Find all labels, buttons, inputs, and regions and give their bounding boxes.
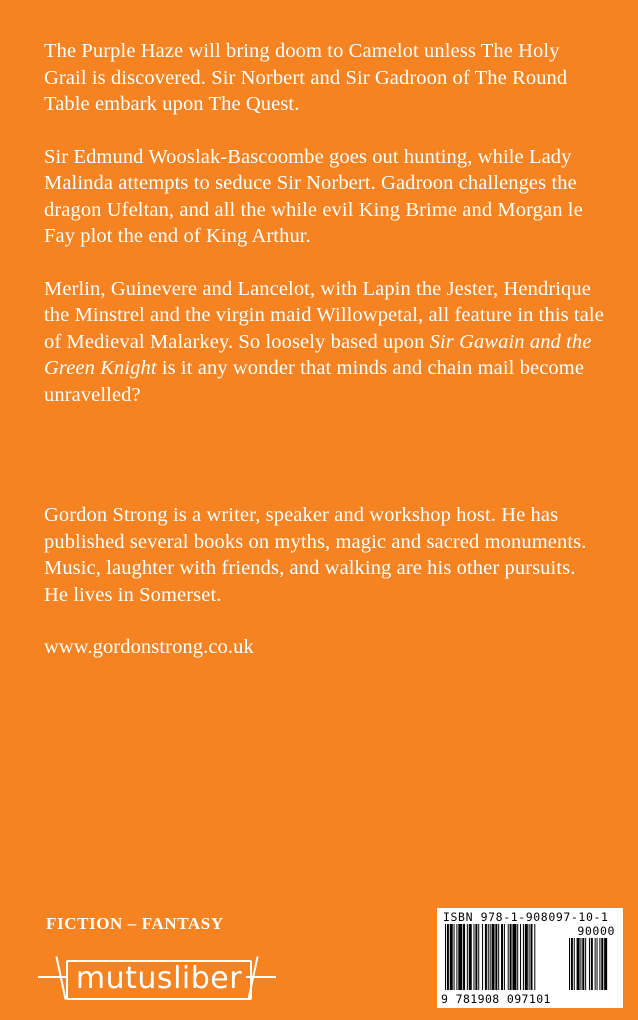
addon-bar — [595, 938, 596, 990]
blurb-paragraph-2: Sir Edmund Wooslak-Bascoombe goes out hunting, while Lady Malinda attempts to seduce Sir Norbert. Gadroon challenges the dragon Ufeltan, and all the while evil King Brime and Morgan le Fay plot the end of King Arthur. — [44, 145, 583, 247]
barcode-bar — [445, 924, 446, 990]
barcode-bar — [447, 924, 449, 990]
barcode-bar — [463, 924, 465, 990]
author-bio: Gordon Strong is a writer, speaker and workshop host. He has published several books on myths, magic and sacred monuments. Music, laughter with friends, and walking are his other pursuits. He lives in Somerset. — [44, 504, 587, 606]
barcode-bar — [475, 924, 477, 990]
barcode-bar — [534, 924, 535, 990]
blurb-paragraph-3-start: Merlin, Guinevere and Lancelot, with Lapin the Jester, Hendrique the Minstrel and the virgin maid Willowpetal, all feature in this tale of Medieval Malarkey. So loosely based upon — [44, 277, 604, 353]
barcode-bar — [508, 924, 509, 990]
barcode-bar — [529, 924, 530, 990]
price-addon: 90000 — [577, 924, 615, 938]
addon-bar — [601, 938, 603, 990]
barcode-bar — [504, 924, 505, 990]
addon-bar — [585, 938, 586, 990]
barcode-bar — [490, 924, 491, 990]
addon-bar — [582, 938, 584, 990]
barcode-bar — [474, 924, 475, 990]
barcode-bar — [525, 924, 528, 990]
genre-label: FICTION – FANTASY — [46, 914, 224, 933]
barcode-bar — [454, 924, 455, 990]
addon-bar — [569, 938, 570, 990]
addon-bar — [589, 938, 590, 990]
logo-tick-left — [55, 956, 66, 999]
isbn-number: ISBN 978-1-908097-10-1 — [443, 910, 609, 924]
publisher-name: mutusliber — [75, 961, 243, 996]
barcode-bar — [520, 924, 521, 990]
ean-digits: 9 781908 097101 — [441, 992, 551, 1006]
barcode-bar — [492, 924, 495, 990]
barcode-bar — [501, 924, 503, 990]
barcode-bar — [512, 924, 516, 990]
barcode-bar — [523, 924, 524, 990]
author-website: www.gordonstrong.co.uk — [44, 636, 254, 658]
section-spacer — [44, 434, 604, 502]
book-title-reference: Sir Gawain and the Green Knight — [44, 330, 592, 379]
barcode-bar — [450, 924, 453, 990]
barcode-bar — [485, 924, 487, 990]
barcode-bar — [531, 924, 533, 990]
barcode-bar — [488, 924, 489, 990]
barcode-bar — [467, 924, 468, 990]
addon-bar — [604, 938, 607, 990]
blurb-paragraph-3 — [44, 276, 604, 409]
addon-bar — [580, 938, 581, 990]
addon-bar — [597, 938, 598, 990]
barcode-bar — [458, 924, 462, 990]
addon-bar — [571, 938, 573, 990]
addon-bar — [574, 938, 575, 990]
logo-stroke-left — [38, 976, 68, 978]
blurb-paragraph-1: The Purple Haze will bring doom to Camelot unless The Holy Grail is discovered. Sir Norbert and Sir Gadroon of The Round Table embark upon The Quest. — [44, 40, 568, 115]
back-cover-blurb — [44, 38, 604, 687]
barcode-bar — [498, 924, 499, 990]
barcode-bar — [510, 924, 512, 990]
barcode-bar — [482, 924, 483, 990]
addon-bar — [599, 938, 600, 990]
barcode-bar — [478, 924, 479, 990]
addon-bar — [591, 938, 593, 990]
barcode-bar — [495, 924, 497, 990]
addon-bar — [577, 938, 580, 990]
barcode-bar — [469, 924, 472, 990]
barcode-bar — [517, 924, 518, 990]
blurb-paragraph-3-end: is it any wonder that minds and chain mail become unravelled? — [44, 357, 585, 406]
publisher-logo — [38, 950, 276, 1004]
barcode-bar — [456, 924, 457, 990]
isbn-barcode — [437, 908, 623, 1008]
